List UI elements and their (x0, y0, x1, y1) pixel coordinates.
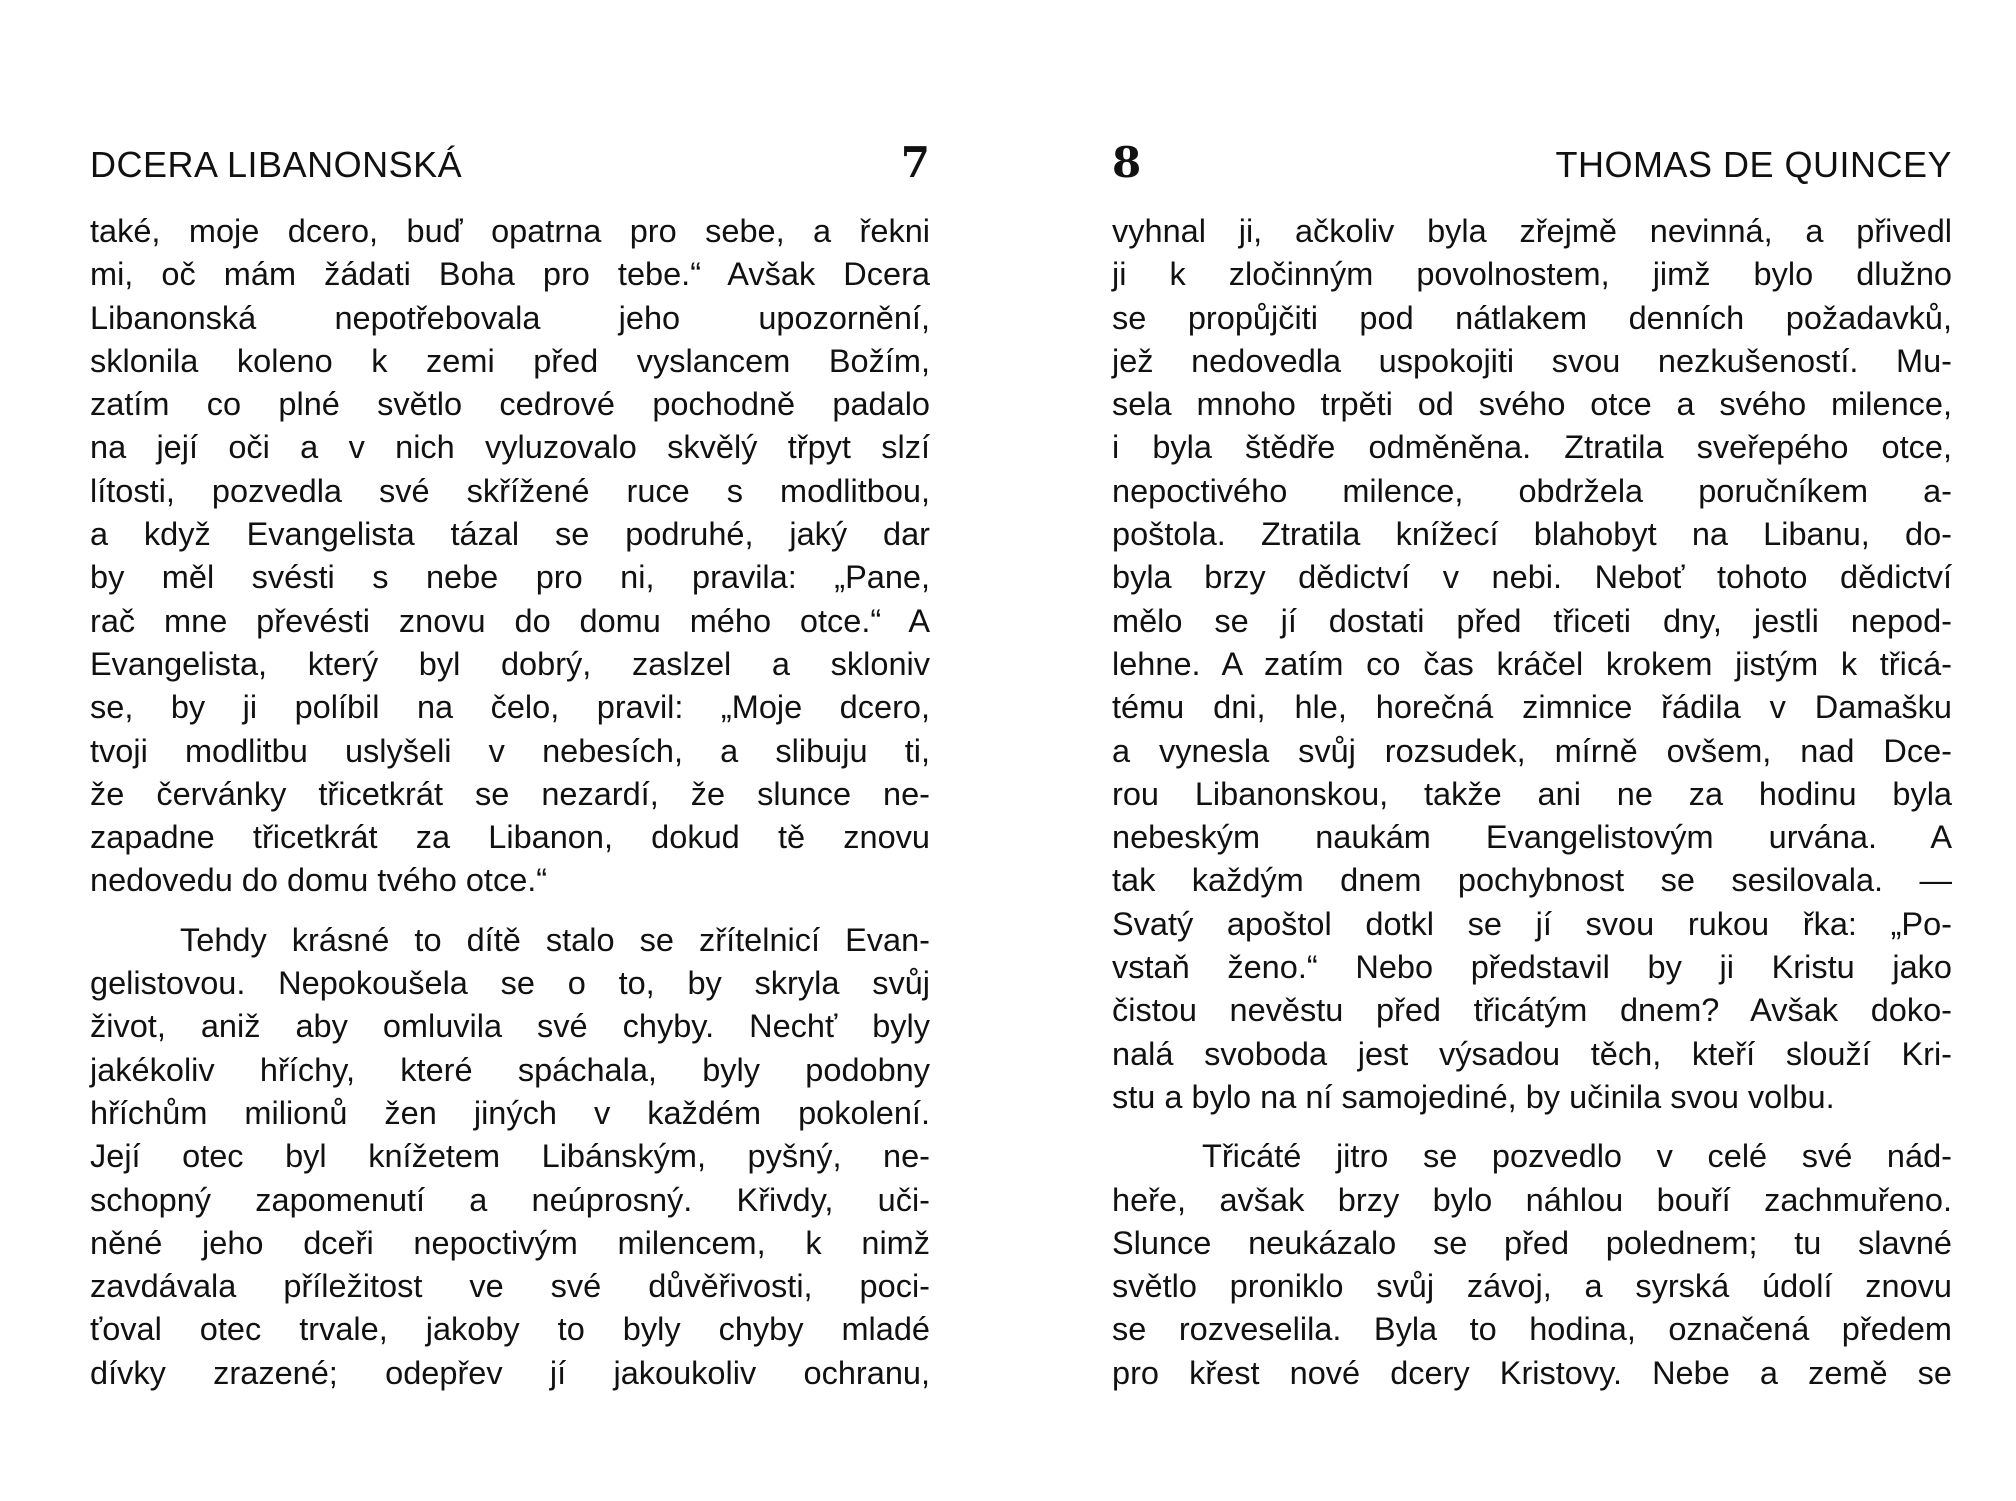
left-paragraph-2 (90, 919, 930, 1395)
text-line: a když Evangelista tázal se podruhé, jaký dar (90, 516, 930, 553)
text-line: gelistovou. Nepokoušela se o to, by skryla svůj (90, 965, 930, 1002)
text-line: Evangelista, který byl dobrý, zaslzel a skloniv (90, 645, 930, 682)
text-line: něné jeho dceři nepoctivým milencem, k nimž (90, 1224, 930, 1261)
text-line: že červánky třicetkrát se nezardí, že slunce ne- (90, 775, 930, 812)
text-line: Její otec byl knížetem Libánským, pyšný, ne- (90, 1138, 930, 1175)
left-page-number: 7 (900, 138, 930, 187)
text-line: světlo proniklo svůj závoj, a syrská údolí znovu (1112, 1268, 1952, 1305)
right-running-head (1112, 138, 1952, 188)
text-line: zatím co plné světlo cedrové pochodně padalo (90, 386, 930, 423)
text-line: lítosti, pozvedla své skřížené ruce s modlitbou, (90, 472, 930, 509)
text-line: na její oči a v nich vyluzovalo skvělý třpyt slzí (90, 429, 930, 466)
left-running-title: DCERA LIBANONSKÁ (90, 144, 463, 185)
text-line: dívky zrazené; odepřev jí jakoukoliv ochranu, (90, 1354, 930, 1391)
left-paragraph-1 (90, 210, 930, 903)
text-line: byla brzy dědictví v nebi. Neboť tohoto dědictví (1112, 559, 1952, 596)
text-line: ťoval otec trvale, jakoby to byly chyby mladé (90, 1311, 930, 1348)
right-paragraph-2 (1112, 1135, 1952, 1395)
text-line: jež nedovedla uspokojiti svou nezkušeností. Mu- (1112, 342, 1952, 379)
text-line: pro křest nové dcery Kristovy. Nebe a země se (1112, 1354, 1952, 1391)
text-line: Tehdy krásné to dítě stalo se zřítelnicí Evan- (180, 921, 930, 958)
text-line: sela mnoho trpěti od svého otce a svého milence, (1112, 386, 1952, 423)
right-text-block (1112, 210, 1952, 1395)
right-running-title: THOMAS DE QUINCEY (1555, 144, 1952, 185)
text-line: Třicáté jitro se pozvedlo v celé své nád- (1202, 1138, 1952, 1175)
text-line: Slunce neukázalo se před polednem; tu slavné (1112, 1224, 1952, 1261)
text-line: vstaň ženo.“ Nebo představil by ji Kristu jako (1112, 949, 1952, 986)
text-line: ji k zločinným povolnostem, jimž bylo dlužno (1112, 256, 1952, 293)
text-line: jakékoliv hříchy, které spáchala, byly podobny (90, 1051, 930, 1088)
text-line: nalá svoboda jest výsadou těch, kteří slouží Kri- (1112, 1035, 1952, 1072)
left-text-block (90, 210, 930, 1395)
text-line: tak každým dnem pochybnost se sesilovala. — (1112, 862, 1952, 899)
text-line: mělo se jí dostati před třiceti dny, jestli nepod- (1112, 602, 1952, 639)
text-line: mi, oč mám žádati Boha pro tebe.“ Avšak Dcera (90, 256, 930, 293)
text-line: a vynesla svůj rozsudek, mírně ovšem, nad Dce- (1112, 732, 1952, 769)
paragraph-gap (1112, 1119, 1952, 1135)
text-line: nepoctivého milence, obdržela poručníkem a- (1112, 472, 1952, 509)
text-line: rou Libanonskou, takže ani ne za hodinu byla (1112, 775, 1952, 812)
text-line: poštola. Ztratila knížecí blahobyt na Libanu, do- (1112, 516, 1952, 553)
text-line: heře, avšak brzy bylo náhlou bouří zachmuřeno. (1112, 1181, 1952, 1218)
right-paragraph-1 (1112, 210, 1952, 1119)
text-line: tému dni, hle, horečná zimnice řádila v Damašku (1112, 689, 1952, 726)
text-line: Libanonská nepotřebovala jeho upozornění, (90, 299, 930, 336)
text-line: schopný zapomenutí a neúprosný. Křivdy, uči- (90, 1181, 930, 1218)
text-line: stu a bylo na ní samojediné, by učinila svou volbu. (1112, 1078, 1835, 1115)
text-line: by měl svésti s nebe pro ni, pravila: „Pane, (90, 559, 930, 596)
text-line: se rozveselila. Byla to hodina, označená předem (1112, 1311, 1952, 1348)
text-line: nedovedu do domu tvého otce.“ (90, 862, 548, 899)
paragraph-gap (90, 903, 930, 919)
text-line: hříchům milionů žen jiných v každém pokolení. (90, 1094, 930, 1131)
text-line: zavdávala příležitost ve své důvěřivosti, poci- (90, 1268, 930, 1305)
text-line: vyhnal ji, ačkoliv byla zřejmě nevinná, a přivedl (1112, 213, 1952, 249)
right-page-number: 8 (1112, 138, 1142, 187)
text-line: nebeským naukám Evangelistovým urvána. A (1112, 819, 1952, 856)
text-line: i byla štědře odměněna. Ztratila sveřepého otce, (1112, 429, 1952, 466)
text-line: se propůjčiti pod nátlakem denních požadavků, (1112, 299, 1952, 336)
left-running-head (90, 138, 930, 188)
text-line: lehne. A zatím co čas kráčel krokem jistým k třicá- (1112, 645, 1952, 682)
text-line: se, by ji políbil na čelo, pravil: „Moje dcero, (90, 689, 930, 726)
text-line: rač mne převésti znovu do domu mého otce.“ A (90, 602, 930, 639)
text-line: také, moje dcero, buď opatrna pro sebe, a řekni (90, 213, 930, 249)
text-line: tvoji modlitbu uslyšeli v nebesích, a slibuju ti, (90, 732, 930, 769)
text-line: čistou nevěstu před třicátým dnem? Avšak doko- (1112, 992, 1952, 1029)
text-line: život, aniž aby omluvila své chyby. Nechť byly (90, 1008, 930, 1045)
text-line: sklonila koleno k zemi před vyslancem Božím, (90, 342, 930, 379)
text-line: zapadne třicetkrát za Libanon, dokud tě znovu (90, 819, 930, 856)
text-line: Svatý apoštol dotkl se jí svou rukou řka: „Po- (1112, 905, 1952, 942)
